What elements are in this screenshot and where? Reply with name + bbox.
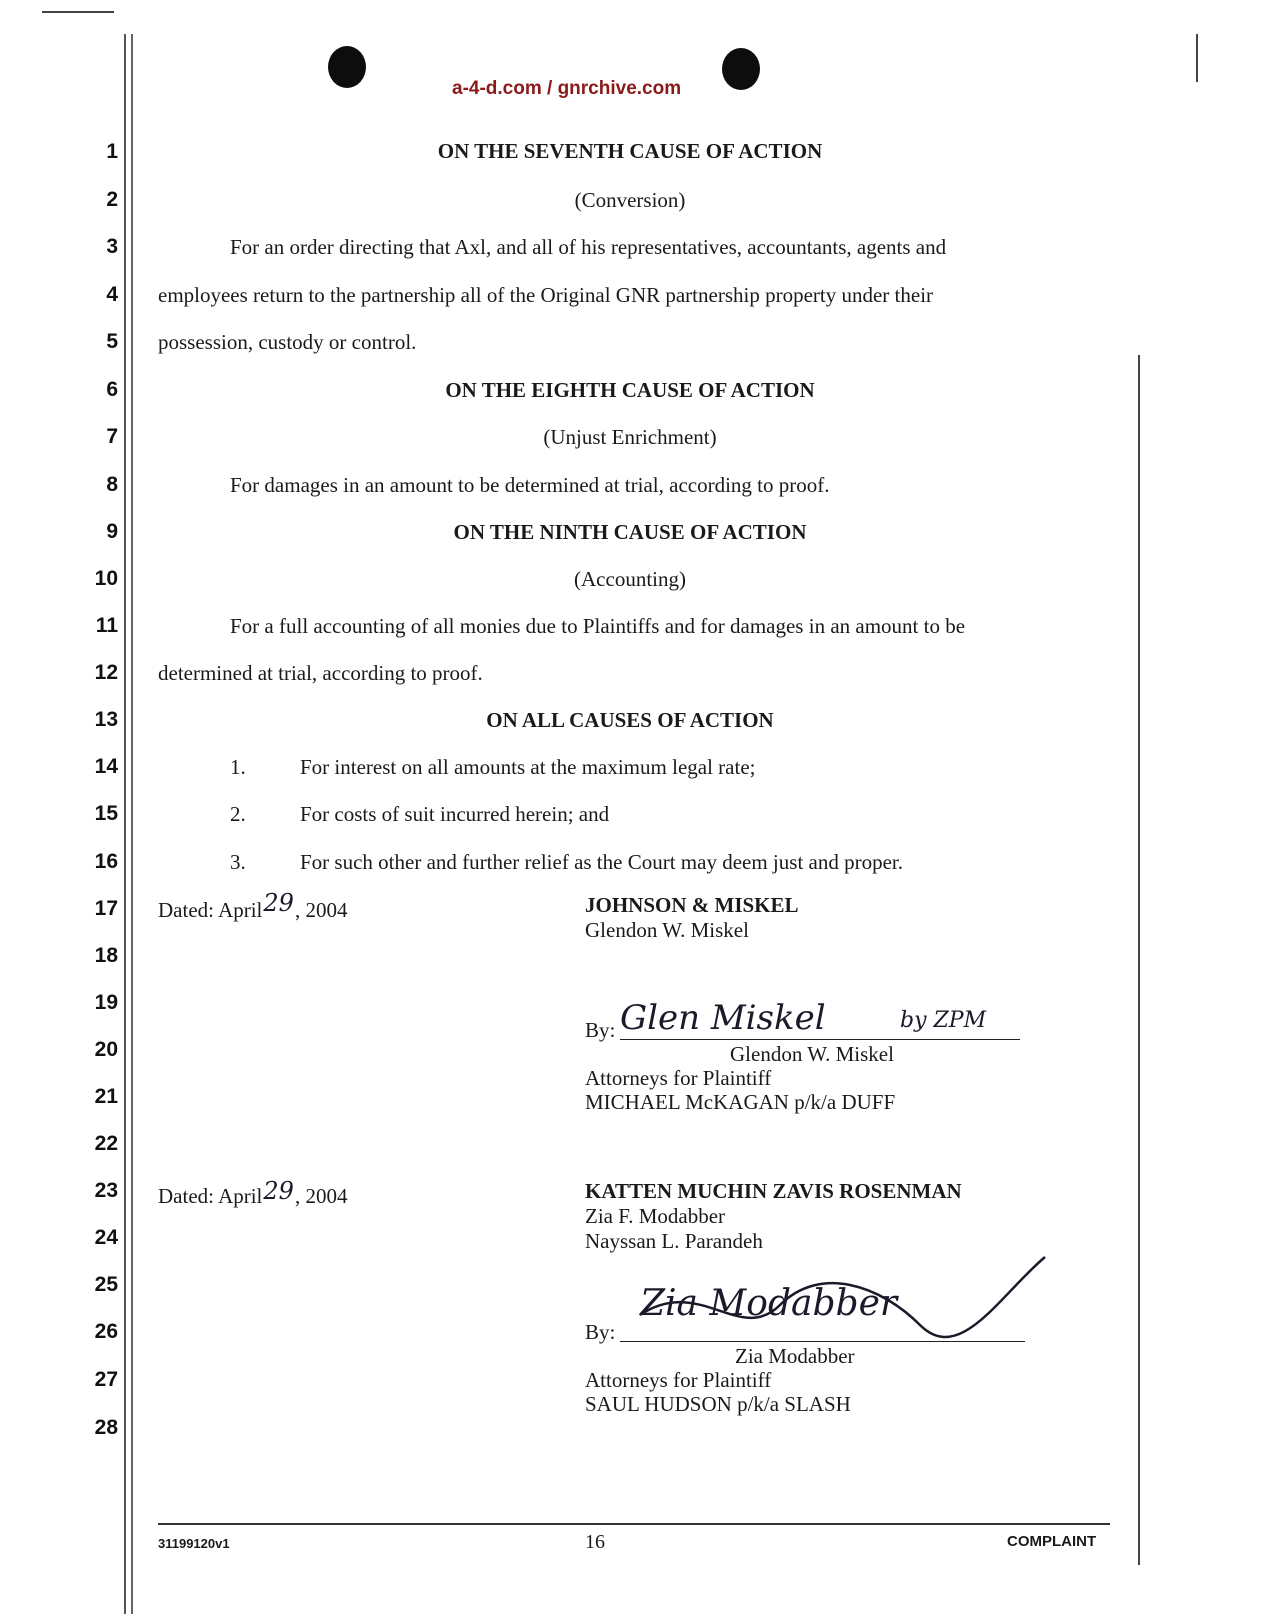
- ninth-cause-text-line2: determined at trial, according to proof.: [158, 661, 483, 685]
- right-edge-mark: [1196, 34, 1198, 82]
- line-number: 8: [106, 473, 118, 496]
- line-number: 16: [94, 850, 118, 873]
- seventh-cause-heading: ON THE SEVENTH CAUSE OF ACTION: [437, 139, 823, 163]
- relief-item-number: 1.: [230, 755, 246, 779]
- line-number: 17: [94, 897, 118, 920]
- right-margin-rule: [1138, 355, 1140, 1565]
- line-number: 5: [106, 330, 118, 353]
- line-number: 26: [94, 1320, 118, 1343]
- line-number: 18: [94, 944, 118, 967]
- ninth-cause-text-line1: For a full accounting of all monies due to Plaintiffs and for damages in an amount to be: [230, 614, 966, 638]
- firm-name-1: JOHNSON & MISKEL: [585, 893, 799, 917]
- footer-doc-id: 31199120v1: [158, 1536, 230, 1551]
- line-number: 14: [94, 755, 118, 778]
- handwritten-day: 29: [263, 889, 294, 917]
- line-number: 20: [94, 1038, 118, 1061]
- relief-item-text: For interest on all amounts at the maximum legal rate;: [300, 755, 756, 779]
- signature-proxy-note: by ZPM: [900, 1008, 987, 1033]
- by-label-1: By:: [585, 1018, 616, 1042]
- footer-doc-title: COMPLAINT: [1007, 1533, 1097, 1550]
- line-number: 21: [94, 1085, 118, 1108]
- line-number: 12: [94, 661, 118, 684]
- line-number: 19: [94, 991, 118, 1014]
- left-margin-rule: [124, 34, 126, 1614]
- attorney-role-2: Attorneys for Plaintiff: [585, 1368, 772, 1392]
- all-causes-heading: ON ALL CAUSES OF ACTION: [486, 708, 774, 732]
- relief-item-number: 2.: [230, 802, 246, 826]
- line-number: 7: [106, 425, 118, 448]
- line-number: 28: [94, 1416, 118, 1439]
- line-number: 4: [106, 283, 118, 306]
- eighth-cause-text: For damages in an amount to be determined at trial, according to proof.: [230, 473, 830, 497]
- attorney-name-2b: Nayssan L. Parandeh: [585, 1229, 763, 1253]
- attorney-role-1: Attorneys for Plaintiff: [585, 1066, 772, 1090]
- left-margin-rule-inner: [131, 34, 133, 1614]
- dated-line-1: [158, 889, 348, 923]
- line-number: 3: [106, 235, 118, 258]
- client-name-2: SAUL HUDSON p/k/a SLASH: [585, 1392, 851, 1416]
- ninth-cause-heading: ON THE NINTH CAUSE OF ACTION: [453, 520, 807, 544]
- dated-year: , 2004: [294, 898, 348, 922]
- top-rule: [42, 11, 114, 13]
- dated-line-2: [158, 1177, 348, 1209]
- line-number: 9: [106, 520, 118, 543]
- line-number: 1: [106, 140, 118, 163]
- line-number: 13: [94, 708, 118, 731]
- seventh-cause-text-line3: possession, custody or control.: [158, 330, 417, 354]
- line-number: 6: [106, 378, 118, 401]
- signature-line-2: [620, 1341, 1025, 1342]
- client-name-1: MICHAEL McKAGAN p/k/a DUFF: [585, 1090, 896, 1114]
- punch-hole-right: [722, 48, 760, 90]
- line-number: 10: [94, 567, 118, 590]
- signed-name-1: Glendon W. Miskel: [730, 1042, 894, 1066]
- line-number: 24: [94, 1226, 118, 1249]
- dated-label: Dated: April: [158, 1184, 263, 1208]
- ninth-cause-subheading: (Accounting): [574, 567, 686, 591]
- line-number: 22: [94, 1132, 118, 1155]
- eighth-cause-heading: ON THE EIGHTH CAUSE OF ACTION: [445, 378, 815, 402]
- signature-miskel: Glen Miskel: [620, 998, 826, 1038]
- watermark-text: a-4-d.com / gnrchive.com: [452, 78, 682, 99]
- line-number: 25: [94, 1273, 118, 1296]
- signed-name-2: Zia Modabber: [735, 1344, 855, 1368]
- punch-hole-left: [328, 46, 366, 88]
- line-number: 15: [94, 802, 118, 825]
- signature-line-1: [620, 1039, 1020, 1040]
- seventh-cause-subheading: (Conversion): [574, 188, 686, 212]
- seventh-cause-text-line1: For an order directing that Axl, and all of his representatives, accountants, agents and: [230, 235, 947, 259]
- relief-item-text: For costs of suit incurred herein; and: [300, 802, 610, 826]
- line-number: 11: [95, 614, 118, 637]
- line-number: 27: [94, 1368, 118, 1391]
- relief-item-text: For such other and further relief as the Court may deem just and proper.: [300, 850, 903, 874]
- dated-label: Dated: April: [158, 898, 263, 922]
- eighth-cause-subheading: (Unjust Enrichment): [543, 425, 717, 449]
- handwritten-day: 29: [263, 1177, 294, 1205]
- attorney-name-2a: Zia F. Modabber: [585, 1204, 726, 1228]
- relief-item-number: 3.: [230, 850, 246, 874]
- line-number: 23: [94, 1179, 118, 1202]
- firm-name-2: KATTEN MUCHIN ZAVIS ROSENMAN: [585, 1179, 962, 1203]
- footer-rule: [158, 1523, 1110, 1525]
- line-number: 2: [106, 188, 118, 211]
- attorney-name-1: Glendon W. Miskel: [585, 918, 749, 942]
- dated-year: , 2004: [294, 1184, 348, 1208]
- seventh-cause-text-line2: employees return to the partnership all of the Original GNR partnership property under their: [158, 283, 934, 307]
- by-label-2: By:: [585, 1320, 616, 1344]
- footer-page-number: 16: [585, 1531, 605, 1553]
- signature-modabber: Zia Modabber: [640, 1283, 898, 1324]
